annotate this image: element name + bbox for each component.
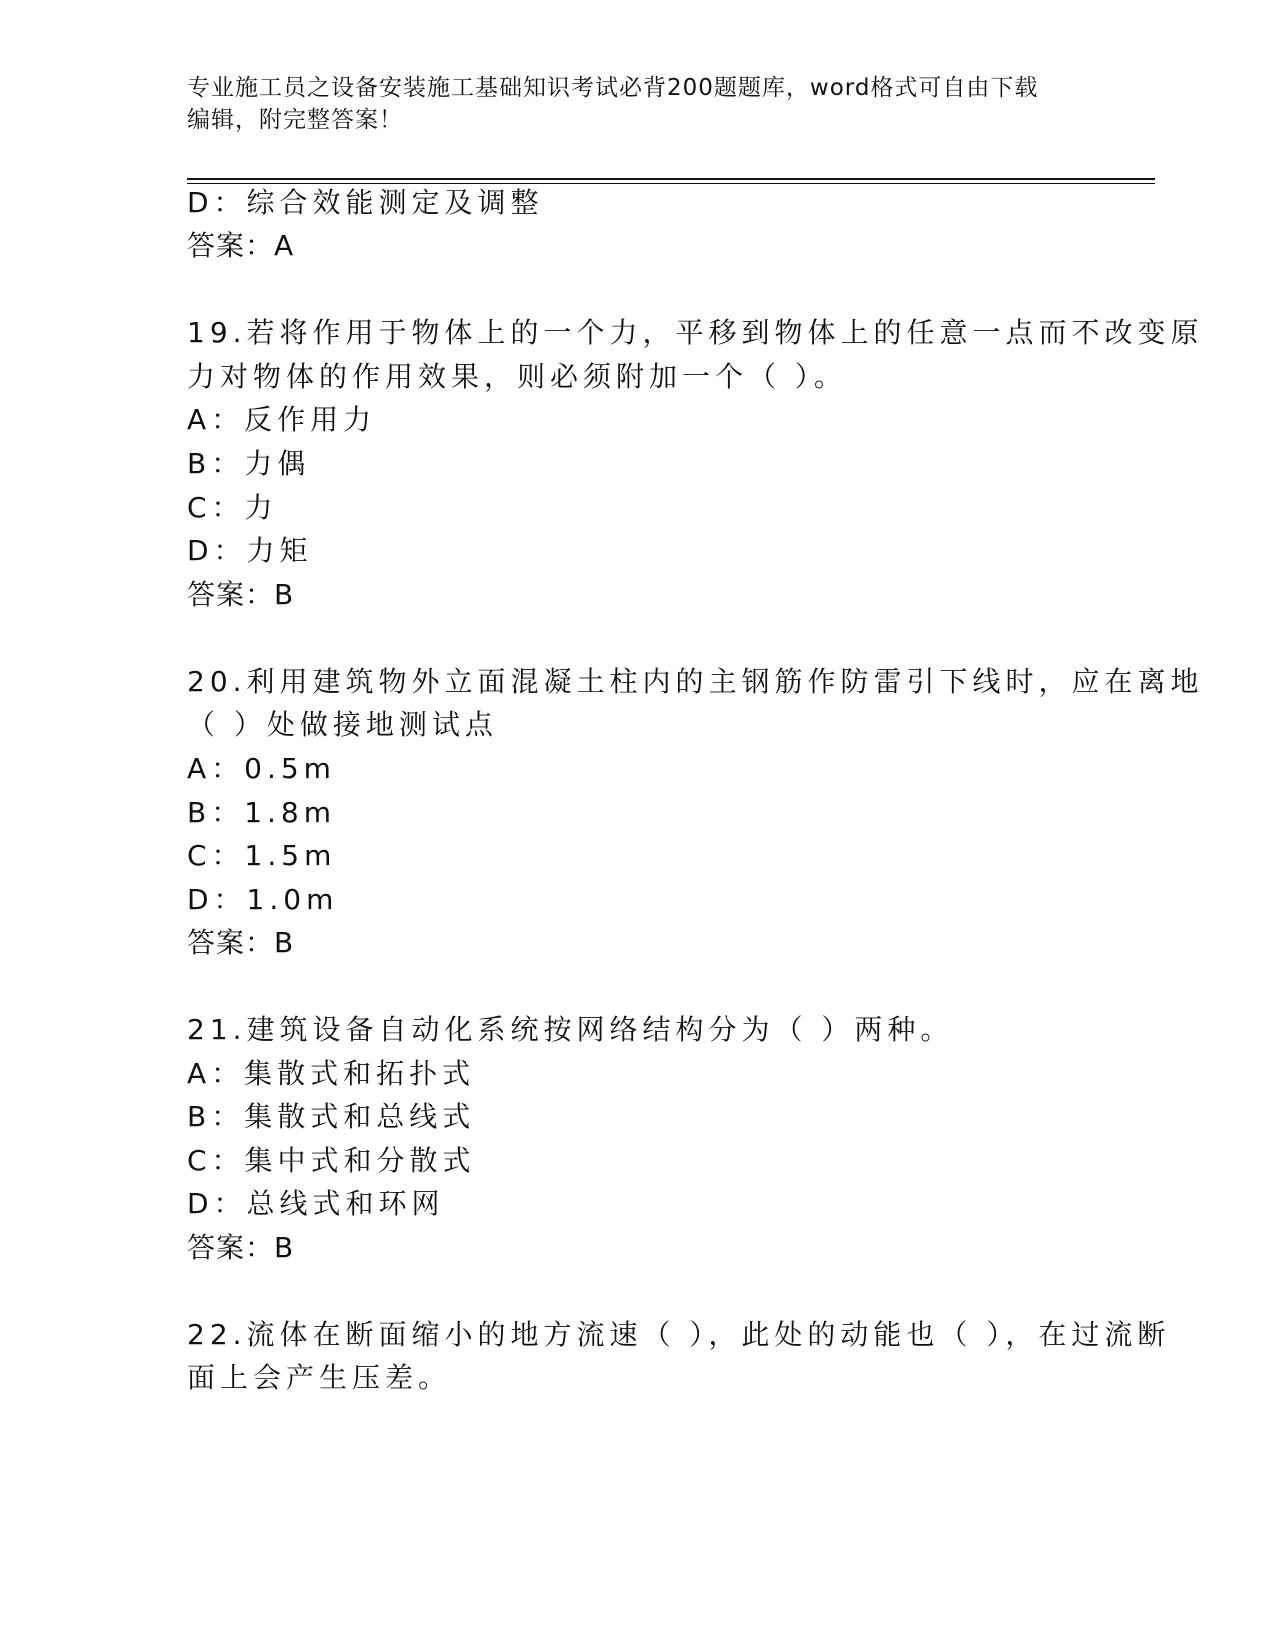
prev-option-d: D：综合效能测定及调整 [187, 186, 544, 219]
q21-answer: 答案：B [187, 1231, 295, 1264]
q20-stem-line-1: 20.利用建筑物外立面混凝土柱内的主钢筋作防雷引下线时，应在离地 [187, 665, 1204, 698]
q19-option-c: C：力 [187, 491, 278, 524]
header-divider-thick [187, 178, 1155, 180]
q20-option-b: B：1.8m [187, 796, 337, 829]
q21-option-a: A：集散式和拓扑式 [187, 1057, 476, 1090]
header-divider-thin [187, 183, 1155, 184]
q20-option-d: D：1.0m [187, 883, 339, 916]
q21-option-b: B：集散式和总线式 [187, 1100, 476, 1133]
q19-answer: 答案：B [187, 578, 295, 611]
header-line-2: 编辑，附完整答案！ [187, 107, 403, 133]
q19-option-d: D：力矩 [187, 534, 313, 567]
q22-stem-line-2: 面上会产生压差。 [187, 1361, 452, 1394]
q19-stem-line-2: 力对物体的作用效果，则必须附加一个（ ）。 [187, 360, 847, 393]
q20-option-c: C：1.5m [187, 839, 337, 872]
q20-option-a: A：0.5m [187, 752, 336, 785]
q21-stem-line-1: 21.建筑设备自动化系统按网络结构分为（ ）两种。 [187, 1013, 954, 1046]
q20-answer: 答案：B [187, 926, 295, 959]
q19-option-a: A：反作用力 [187, 403, 377, 436]
q22-stem-line-1: 22.流体在断面缩小的地方流速（ ），此处的动能也（ ），在过流断 [187, 1318, 1171, 1351]
header-line-1: 专业施工员之设备安装施工基础知识考试必背200题题库，word格式可自由下载 [187, 75, 1039, 101]
q19-option-b: B：力偶 [187, 447, 311, 480]
q21-option-d: D：总线式和环网 [187, 1187, 445, 1220]
prev-answer: 答案：A [187, 229, 295, 262]
q20-stem-line-2: （ ）处做接地测试点 [187, 708, 498, 741]
document-header [187, 72, 1067, 136]
q21-option-c: C：集中式和分散式 [187, 1144, 476, 1177]
q19-stem-line-1: 19.若将作用于物体上的一个力，平移到物体上的任意一点而不改变原 [187, 316, 1204, 349]
